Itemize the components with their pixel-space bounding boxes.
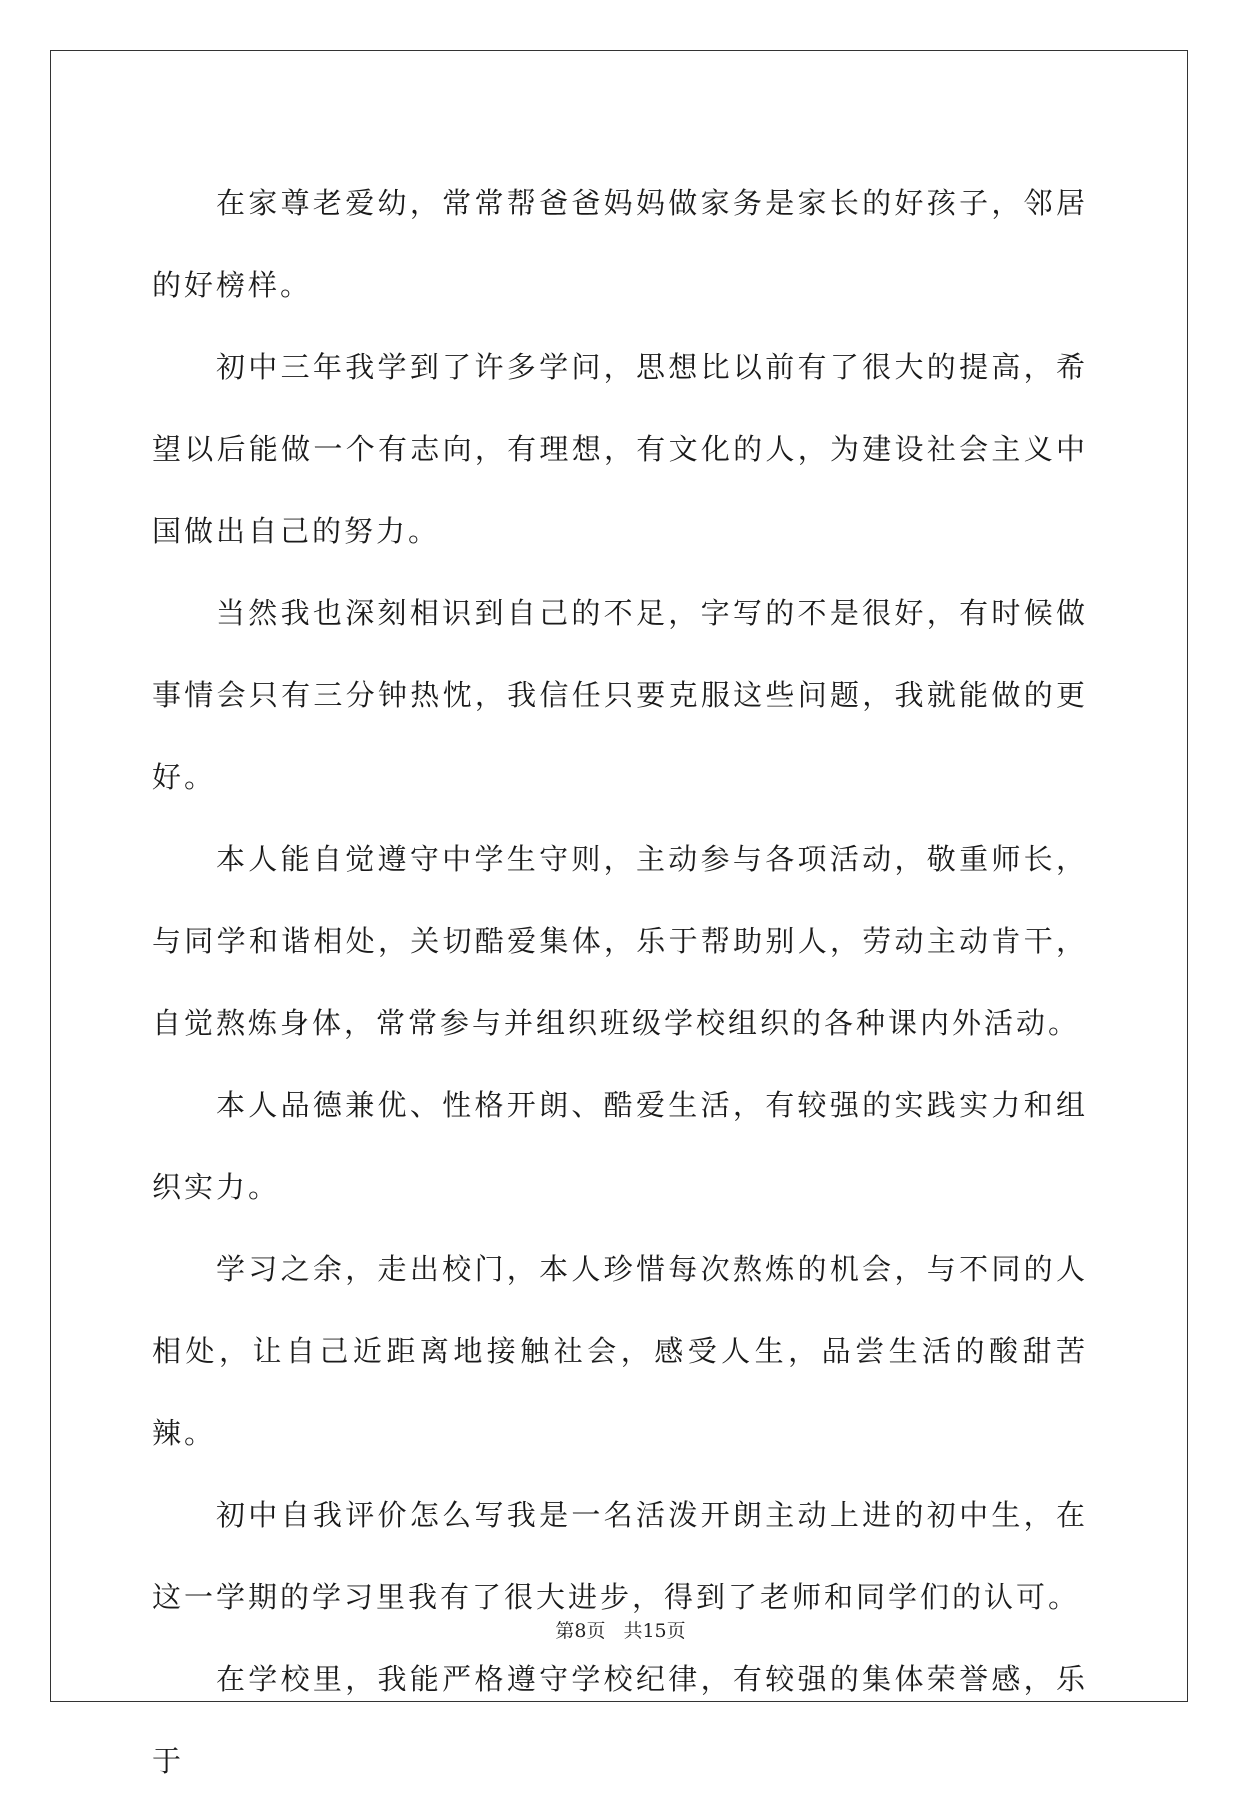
paragraph: 初中自我评价怎么写我是一名活泼开朗主动上进的初中生，在这一学期的学习里我有了很大进步，得到了老师和同学们的认可。 [152,1498,1088,1614]
paragraph: 本人能自觉遵守中学生守则，主动参与各项活动，敬重师长，与同学和谐相处，关切酷爱集体，乐于帮助别人，劳动主动肯干，自觉熬炼身体，常常参与并组织班级学校组织的各种课内外活动。 [152,842,1088,1040]
page-number: 第8页 [555,1620,606,1642]
paragraph: 本人品德兼优、性格开朗、酷爱生活，有较强的实践实力和组织实力。 [152,1088,1088,1204]
document-body [152,162,1088,1802]
paragraph: 当然我也深刻相识到自己的不足，字写的不是很好，有时候做事情会只有三分钟热忱，我信任只要克服这些问题，我就能做的更好。 [152,596,1088,794]
paragraph: 学习之余，走出校门，本人珍惜每次熬炼的机会，与不同的人相处，让自己近距离地接触社会，感受人生，品尝生活的酸甜苦辣。 [152,1252,1088,1450]
paragraph: 在家尊老爱幼，常常帮爸爸妈妈做家务是家长的好孩子，邻居的好榜样。 [152,186,1088,302]
page-total: 共15页 [623,1620,686,1642]
paragraph: 初中三年我学到了许多学问，思想比以前有了很大的提高，希望以后能做一个有志向，有理想，有文化的人，为建设社会主义中国做出自己的努力。 [152,350,1088,548]
page-footer [0,1616,1241,1643]
paragraph: 在学校里，我能严格遵守学校纪律，有较强的集体荣誉感，乐于 [152,1662,1088,1778]
